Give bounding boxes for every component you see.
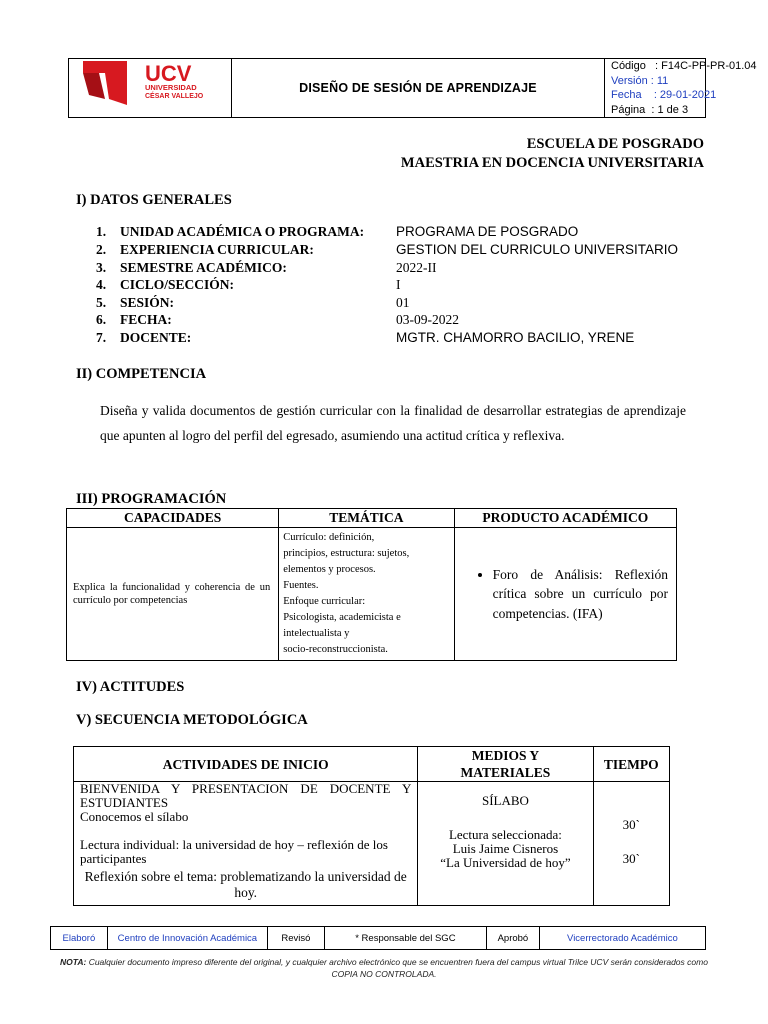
version-value: : 11 — [650, 74, 669, 87]
item-number: 4. — [96, 277, 107, 292]
reviso-label: Revisó — [268, 927, 325, 949]
datos-item — [96, 312, 459, 330]
producto-item: • Foro de Análisis: Reflexión crítica sobre un currículo por competencias. (IFA) — [493, 565, 668, 624]
section-actitudes: IV) ACTITUDES — [76, 679, 185, 695]
item-key: DOCENTE: — [120, 330, 192, 345]
section-datos-generales: I) DATOS GENERALES — [76, 192, 232, 208]
tematica-line: elementos y procesos. — [283, 564, 376, 575]
nota-label: NOTA: — [60, 957, 87, 967]
header-actividades: ACTIVIDADES DE INICIO — [74, 747, 418, 782]
logo-cesar-vallejo-text: CÉSAR VALLEJO — [145, 93, 204, 100]
document-header — [68, 58, 757, 118]
document-title: DISEÑO DE SESIÓN DE APRENDIZAJE — [232, 59, 605, 117]
tematica-line: socio-reconstruccionista. — [283, 644, 388, 655]
competencia-text: Diseña y valida documentos de gestión curricular con la finalidad de desarrollar estrategias de aprendizaje que apunten al logro del perfil del egresado, asumiendo una actitud crítica y reflexiva. — [100, 403, 686, 443]
item-key: UNIDAD ACADÉMICA O PROGRAMA: — [120, 224, 365, 239]
tematica-line: Currículo: definición, — [283, 532, 375, 543]
tematica-line: Enfoque curricular: — [283, 596, 366, 607]
header-tiempo: TIEMPO — [593, 747, 670, 782]
school-name: ESCUELA DE POSGRADO — [526, 136, 704, 152]
medio-line: Luis Jaime Cisneros — [452, 841, 559, 856]
tematica-line: intelectualista y — [283, 628, 350, 639]
item-value: I — [396, 277, 401, 292]
codigo-row — [605, 59, 757, 74]
item-key: SESIÓN: — [120, 295, 175, 310]
item-value: 2022-II — [396, 260, 437, 275]
medio-line: SÍLABO — [481, 793, 529, 808]
aprobo-label: Aprobó — [487, 927, 540, 949]
elaboro-label: Elaboró — [51, 927, 108, 949]
tiempo-cell — [593, 782, 670, 906]
section-secuencia: V) SECUENCIA METODOLÓGICA — [76, 712, 308, 728]
item-key: CICLO/SECCIÓN: — [120, 277, 235, 292]
footer-note — [60, 956, 708, 980]
medio-line: Lectura seleccionada: — [448, 827, 562, 842]
actividad-line — [80, 782, 411, 810]
medios-cell — [418, 782, 593, 906]
datos-item — [96, 260, 437, 278]
pagina-label: Página — [611, 103, 646, 116]
aprobo-value: Vicerrectorado Académico — [567, 932, 678, 944]
logo-universidad-text: UNIVERSIDAD — [145, 83, 197, 92]
ucv-logo-icon — [69, 59, 231, 117]
datos-item — [96, 277, 401, 295]
item-number: 7. — [96, 330, 107, 345]
item-number: 2. — [96, 242, 107, 257]
item-number: 5. — [96, 295, 107, 310]
tiempo-value: 30` — [622, 851, 640, 866]
tiempo-value: 30` — [622, 817, 640, 832]
program-name: MAESTRIA EN DOCENCIA UNIVERSITARIA — [400, 155, 704, 171]
programacion-table — [66, 508, 677, 661]
nota-text: Cualquier documento impreso diferente del original, y cualquier archivo electrónico que se encuentren fuera del campus virtual Trilce UCV serán considerados como COPIA NO CONTROLADA. — [86, 957, 708, 979]
logo-ucv-text: UCV — [145, 61, 192, 86]
tematica-line: Fuentes. — [283, 580, 319, 591]
actividad-text: BIENVENIDA Y PRESENTACION DE DOCENTE Y ESTUDIANTES — [80, 781, 412, 810]
item-number: 3. — [96, 260, 107, 275]
version-row — [605, 74, 705, 89]
datos-item — [96, 224, 578, 242]
actividad-line: Lectura individual: la universidad de hoy – reflexión de los participantes — [80, 837, 388, 866]
item-number: 1. — [96, 224, 107, 239]
header-tematica: TEMÁTICA — [279, 509, 454, 528]
version-label: Versión — [611, 74, 648, 87]
pagina-row — [605, 103, 705, 118]
tematica-line: principios, estructura: sujetos, — [283, 548, 410, 559]
tematica-line: Psicologista, academicista e — [283, 612, 401, 623]
item-value: MGTR. CHAMORRO BACILIO, YRENE — [396, 330, 635, 345]
header-medios: MEDIOS Y MATERIALES — [418, 747, 593, 782]
actividades-cell — [74, 782, 418, 906]
document-meta — [605, 59, 757, 117]
header-capacidades: CAPACIDADES — [67, 509, 279, 528]
pagina-value: : 1 de 3 — [651, 103, 689, 116]
codigo-label: Código — [611, 60, 646, 72]
section-competencia: II) COMPETENCIA — [76, 366, 207, 382]
medio-line: “La Universidad de hoy” — [440, 855, 571, 870]
actividad-line: Reflexión sobre el tema: problematizando la universidad de hoy. — [84, 869, 407, 900]
tematica-cell — [279, 528, 454, 661]
capacidad-cell: Explica la funcionalidad y coherencia de un currículo por competencias — [67, 528, 279, 661]
elaboro-value: Centro de Innovación Académica — [108, 927, 268, 949]
ucv-logo — [69, 59, 232, 117]
footer-approval-bar — [50, 926, 706, 950]
item-value: 03-09-2022 — [396, 312, 459, 327]
header-producto: PRODUCTO ACADÉMICO — [454, 509, 676, 528]
codigo-value: : F14C-PP-PR-01.04 — [655, 60, 757, 72]
fecha-row — [605, 88, 717, 103]
datos-item — [96, 295, 410, 313]
item-value: 01 — [396, 295, 410, 310]
datos-item — [96, 330, 634, 348]
item-value: GESTION DEL CURRICULO UNIVERSITARIO — [396, 242, 679, 257]
item-key: FECHA: — [120, 312, 172, 327]
actividad-line: Conocemos el sílabo — [80, 809, 189, 824]
item-key: EXPERIENCIA CURRICULAR: — [120, 242, 314, 257]
secuencia-table — [73, 746, 670, 906]
producto-cell — [454, 528, 676, 661]
item-number: 6. — [96, 312, 107, 327]
fecha-value: : 29-01-2021 — [653, 89, 717, 101]
item-value: PROGRAMA DE POSGRADO — [396, 224, 579, 239]
reviso-value: * Responsable del SGC — [325, 927, 487, 949]
section-programacion: III) PROGRAMACIÓN — [76, 491, 227, 507]
item-key: SEMESTRE ACADÉMICO: — [120, 260, 287, 275]
fecha-label: Fecha — [611, 89, 642, 101]
datos-item — [96, 242, 678, 260]
